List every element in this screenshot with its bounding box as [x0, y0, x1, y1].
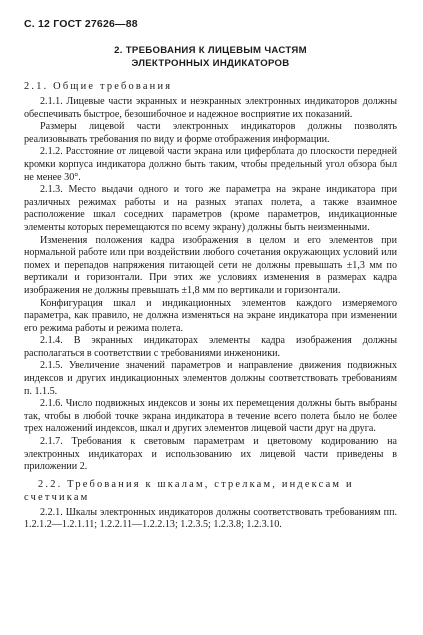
paragraph-face-size: Размеры лицевой части электронных индикаторов должны позволять реализовывать требования по виду и форме отображения информации.: [24, 121, 397, 145]
section-title-line-2: ЭЛЕКТРОННЫХ ИНДИКАТОРОВ: [131, 58, 290, 69]
paragraph-2-1-1: 2.1.1. Лицевые части экранных и неэкранных электронных индикаторов должны обеспечивать быстрое, безошибочное и надежное восприятие их показаний.: [24, 96, 397, 120]
paragraph-2-1-5: 2.1.5. Увеличение значений параметров и направление движения подвижных индексов и других индикационных элементов должны соответствовать требованиям п. 1.1.5.: [24, 360, 397, 397]
section-title-line-1: 2. ТРЕБОВАНИЯ К ЛИЦЕВЫМ ЧАСТЯМ: [114, 45, 307, 56]
paragraph-2-2-1: 2.2.1. Шкалы электронных индикаторов должны соответствовать требованиям пп. 1.2.1.2—1.2.1.11; 1.2.2.11—1.2.2.13; 1.2.3.5; 1.2.3.8; 1.2.3.10.: [24, 506, 397, 531]
paragraph-2-1-2: 2.1.2. Расстояние от лицевой части экрана или циферблата до плоскости передней кромки корпуса индикатора должно быть таким, чтобы предельный угол обзора был не менее 30°.: [24, 146, 397, 183]
section-title: [24, 44, 397, 70]
paragraph-2-1-4: 2.1.4. В экранных индикаторах элементы кадра изображения должны располагаться в соответствии с требованиями инженоники.: [24, 335, 397, 359]
paragraph-frame-position: Изменения положения кадра изображения в целом и его элементов при нормальной работе или при воздействии любого сочетания окружающих условий или помех и перепадов напряжения питающей сети не должны превышать ±1,3 мм по вертикали и горизонтали. При этих же условиях изменения в размерах кадра изображения не должны превышать ±1,8 мм по вертикали и горизонтали.: [24, 234, 397, 296]
subsection-heading-2-2: 2.2. Требования к шкалам, стрелкам, индексам и счетчикам: [24, 478, 354, 503]
paragraph-2-1-6: 2.1.6. Число подвижных индексов и зоны их перемещения должны быть выбраны так, чтобы в любой точке экрана индикатора в течение всего полета было не более трех наложений индексов, шкал и других элементов лицевой части друг на друга.: [24, 398, 397, 435]
paragraph-scale-configuration: Конфигурация шкал и индикационных элементов каждого измеряемого параметра, как правило, не должна изменяться на экране индикатора при изменении его режима работы и режима полета.: [24, 297, 397, 334]
paragraph-2-1-7: 2.1.7. Требования к световым параметрам и цветовому кодированию на электронных индикаторах и использованию их лицевой части приведены в приложении 2.: [24, 436, 397, 473]
paragraph-2-1-3: 2.1.3. Место выдачи одного и того же параметра на экране индикатора при различных режимах работы и на разных этапах полета, а также взаимное расположение шкал соседних параметров (кроме параметров, индикационные элементы которых перемещаются по всему экрану) должны быть неизменными.: [24, 184, 397, 233]
page-header: С. 12 ГОСТ 27626—88: [24, 18, 138, 30]
subsection-heading-2-1: 2.1. Общие требования: [24, 81, 173, 92]
